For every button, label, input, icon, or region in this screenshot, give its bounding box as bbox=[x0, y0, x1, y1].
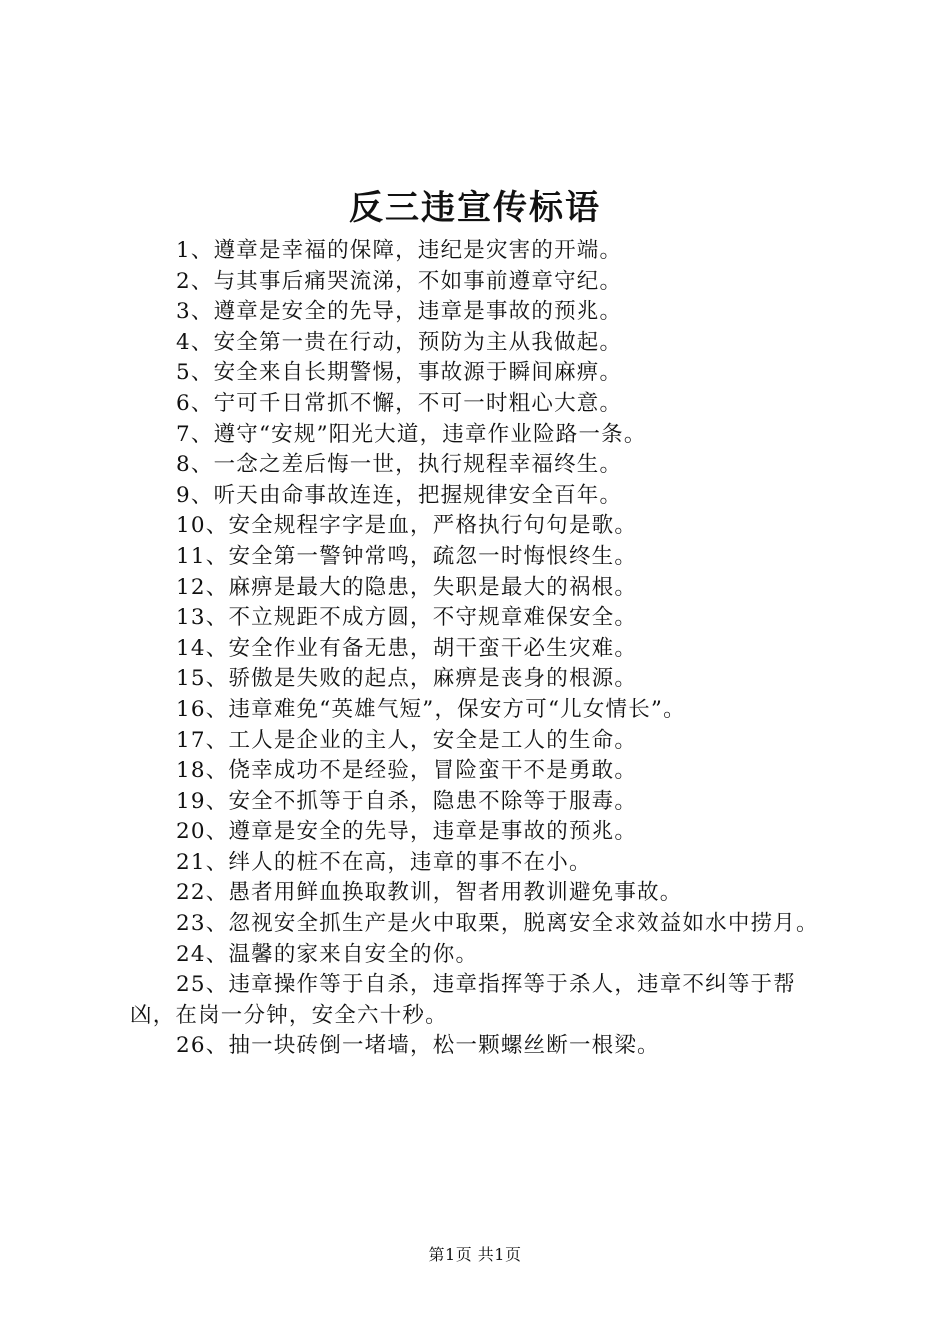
document-title: 反三违宣传标语 bbox=[349, 188, 601, 228]
slogan-item: 2、与其事后痛哭流涕，不如事前遵章守纪。 bbox=[176, 268, 623, 294]
slogan-item: 13、不立规距不成方圆，不守规章难保安全。 bbox=[176, 605, 638, 631]
slogan-item: 26、抽一块砖倒一堵墙，松一颗螺丝断一根梁。 bbox=[176, 1033, 660, 1059]
slogan-item: 7、遵守“安规”阳光大道，违章作业险路一条。 bbox=[176, 421, 647, 447]
slogan-item: 17、工人是企业的主人，安全是工人的生命。 bbox=[176, 727, 638, 753]
slogan-item: 22、愚者用鲜血换取教训，智者用教训避免事故。 bbox=[176, 880, 683, 906]
slogan-item: 1、遵章是幸福的保障，违纪是灾害的开端。 bbox=[176, 238, 623, 263]
slogan-item: 4、安全第一贵在行动，预防为主从我做起。 bbox=[176, 329, 623, 355]
slogan-item: 19、安全不抓等于自杀，隐患不除等于服毒。 bbox=[176, 788, 638, 814]
slogan-item: 16、违章难免“英雄气短”，保安方可“儿女情长”。 bbox=[176, 696, 686, 722]
slogan-item: 21、绊人的桩不在高，违章的事不在小。 bbox=[176, 849, 592, 875]
slogan-item: 10、安全规程字字是血，严格执行句句是歌。 bbox=[176, 513, 638, 539]
slogan-item: 11、安全第一警钟常鸣，疏忽一时悔恨终生。 bbox=[176, 543, 638, 569]
slogan-item: 25、违章操作等于自杀，违章指挥等于杀人，违章不纠等于帮凶，在岗一分钟，安全六十秒。 bbox=[130, 972, 796, 1028]
slogan-item: 15、骄傲是失败的起点，麻痹是丧身的根源。 bbox=[176, 666, 638, 692]
slogan-item: 9、听天由命事故连连，把握规律安全百年。 bbox=[176, 482, 623, 508]
slogan-list bbox=[130, 236, 835, 1062]
slogan-item: 3、遵章是安全的先导，违章是事故的预兆。 bbox=[176, 299, 623, 325]
slogan-item: 8、一念之差后悔一世，执行规程幸福终生。 bbox=[176, 452, 623, 478]
page-footer: 第1页 共1页 bbox=[428, 1245, 522, 1264]
slogan-item: 6、宁可千日常抓不懈，不可一时粗心大意。 bbox=[176, 390, 623, 416]
slogan-item: 24、温馨的家来自安全的你。 bbox=[176, 941, 479, 967]
slogan-item: 5、安全来自长期警惕，事故源于瞬间麻痹。 bbox=[176, 360, 623, 386]
slogan-item: 18、侥幸成功不是经验，冒险蛮干不是勇敢。 bbox=[176, 758, 638, 784]
slogan-item: 20、遵章是安全的先导，违章是事故的预兆。 bbox=[176, 819, 638, 845]
slogan-item: 12、麻痹是最大的隐患，失职是最大的祸根。 bbox=[176, 574, 638, 600]
slogan-item: 23、忽视安全抓生产是火中取栗，脱离安全求效益如水中捞月。 bbox=[176, 911, 819, 937]
slogan-item: 14、安全作业有备无患，胡干蛮干必生灾难。 bbox=[176, 635, 638, 661]
